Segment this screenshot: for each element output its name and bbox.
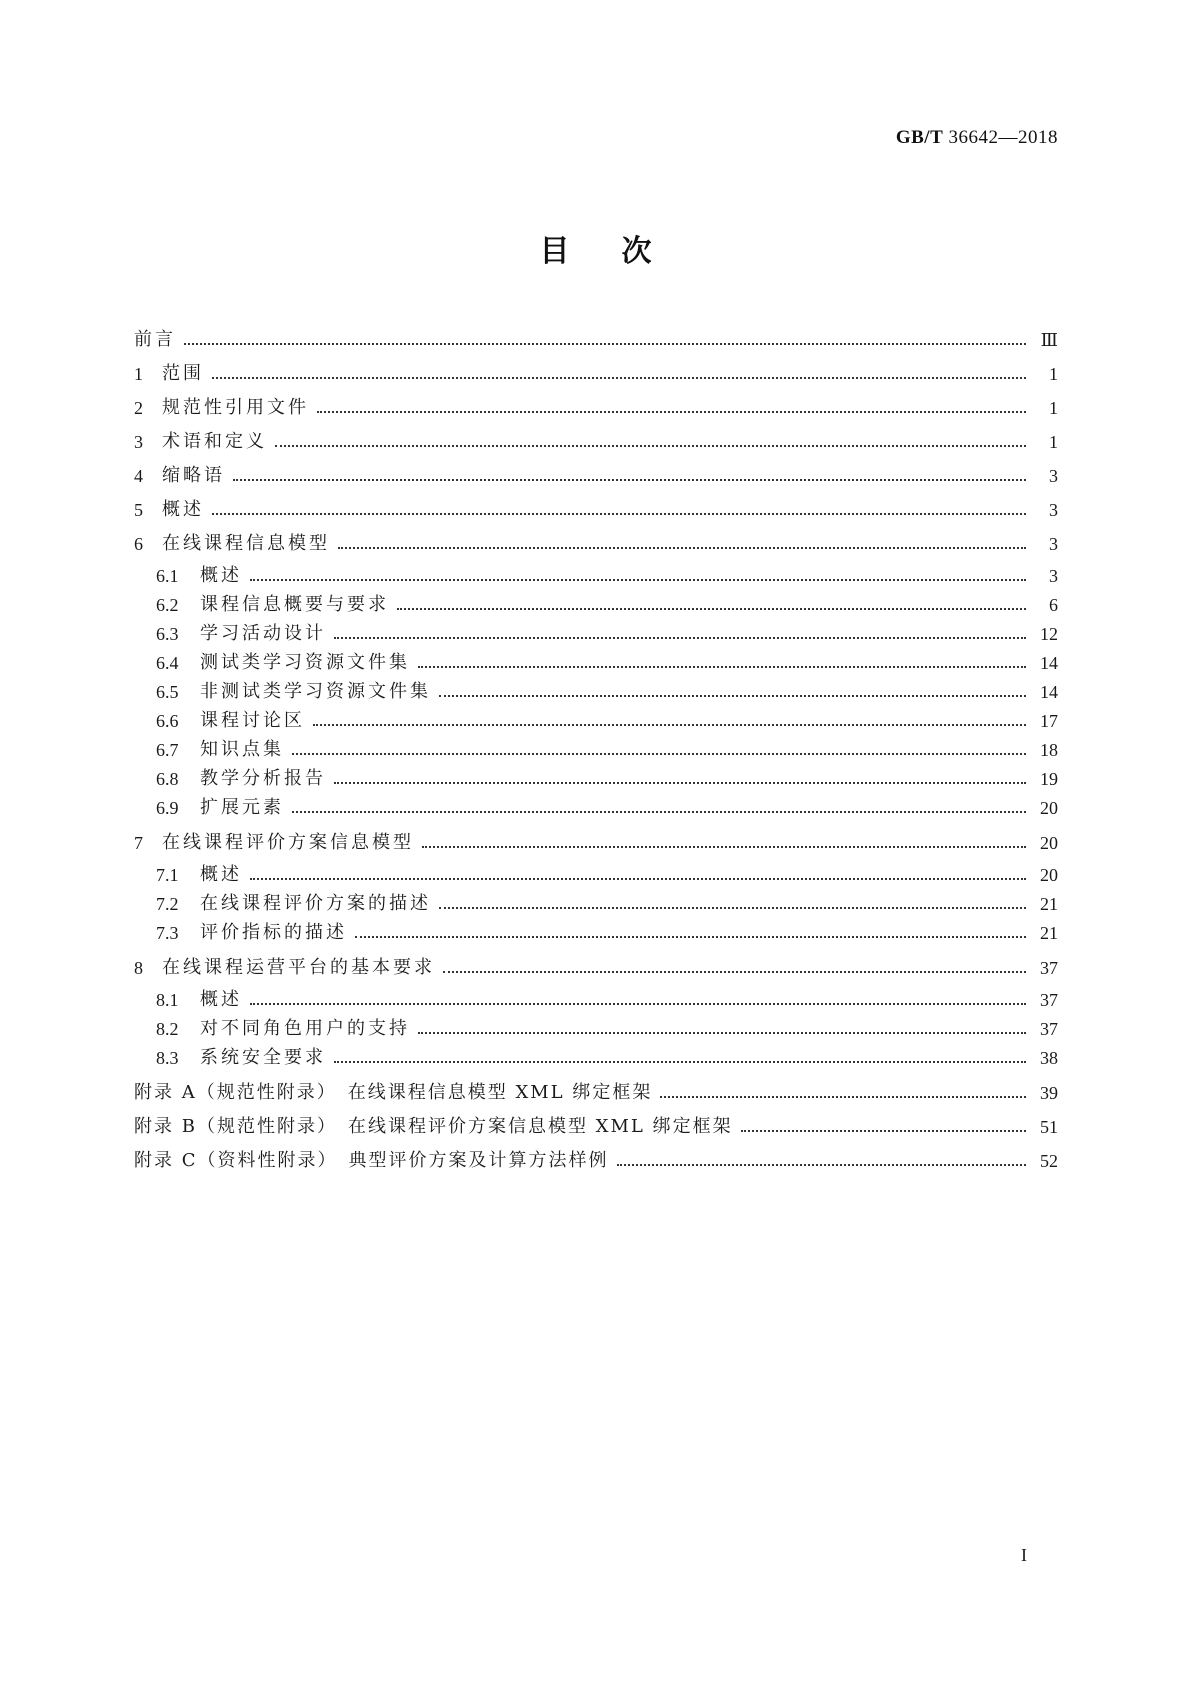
toc-entry-title: 测试类学习资源文件集 [200, 652, 410, 673]
toc-leader-dots [660, 1096, 1026, 1098]
toc-entry[interactable] [134, 394, 1058, 422]
toc-entry-number: 6.5 [156, 682, 179, 702]
toc-leader-dots [313, 724, 1026, 726]
toc-entry-page: 52 [1040, 1151, 1058, 1171]
toc-entry-number: 8.3 [156, 1048, 179, 1068]
toc-entry-title: 在线课程运营平台的基本要求 [162, 957, 435, 978]
standard-prefix: GB/T [895, 127, 944, 148]
toc-entry-title: 非测试类学习资源文件集 [200, 681, 431, 702]
toc-entry-page: 20 [1040, 798, 1058, 818]
toc-entry-title: 前言 [134, 329, 176, 350]
toc-entry[interactable] [134, 1079, 1058, 1107]
toc-entry-page: 38 [1040, 1048, 1058, 1068]
toc-entry-page: 18 [1040, 740, 1058, 760]
toc-entry[interactable] [134, 649, 1058, 677]
toc-leader-dots [250, 1003, 1026, 1005]
toc-entry-number: 3 [134, 432, 143, 452]
toc-entry-number: 6.8 [156, 769, 179, 789]
page-number: I [1021, 1545, 1027, 1565]
toc-entry-page: 6 [1049, 595, 1058, 615]
toc-leader-dots [355, 936, 1026, 938]
toc-entry-title: 知识点集 [200, 739, 284, 760]
toc-entry-page: 14 [1040, 653, 1058, 673]
toc-leader-dots [418, 1032, 1026, 1034]
toc-leader-dots [275, 445, 1026, 447]
toc-entry[interactable] [134, 326, 1058, 354]
toc-entry[interactable] [134, 954, 1058, 982]
toc-entry[interactable] [134, 530, 1058, 558]
toc-entry-page: 19 [1040, 769, 1058, 789]
toc-leader-dots [439, 695, 1026, 697]
toc-entry-title: 规范性引用文件 [162, 397, 309, 418]
toc-entry[interactable] [134, 462, 1058, 490]
toc-entry-number: 6.9 [156, 798, 179, 818]
toc-entry-page: 37 [1040, 958, 1058, 978]
toc-entry-page: 1 [1049, 432, 1058, 452]
toc-entry-title: 概述 [200, 989, 242, 1010]
toc-entry-page: 37 [1040, 1019, 1058, 1039]
toc-leader-dots [338, 547, 1026, 549]
toc-entry[interactable] [134, 829, 1058, 857]
toc-entry-number: 8.2 [156, 1019, 179, 1039]
standard-code [896, 127, 1058, 149]
toc-entry-number: 6.2 [156, 595, 179, 615]
toc-entry-title: 在线课程评价方案的描述 [200, 893, 431, 914]
toc-entry[interactable] [134, 794, 1058, 822]
toc-leader-dots [334, 637, 1026, 639]
toc-entry-page: 12 [1040, 624, 1058, 644]
toc-leader-dots [334, 1061, 1026, 1063]
toc-entry-number: 7.1 [156, 865, 179, 885]
toc-entry-page: 37 [1040, 990, 1058, 1010]
toc-entry-page: 21 [1040, 923, 1058, 943]
toc-leader-dots [334, 782, 1026, 784]
toc-entry-page: 3 [1049, 566, 1058, 586]
toc-entry-title: 附录 A（规范性附录） 在线课程信息模型 XML 绑定框架 [134, 1082, 653, 1103]
toc-leader-dots [212, 377, 1026, 379]
toc-entry[interactable] [134, 1044, 1058, 1072]
toc-entry-page: 14 [1040, 682, 1058, 702]
toc-entry-page: 1 [1049, 398, 1058, 418]
toc-entry-number: 7 [134, 833, 143, 853]
toc-entry-title: 课程信息概要与要求 [200, 594, 389, 615]
toc-entry-title: 在线课程信息模型 [162, 533, 330, 554]
toc-entry-number: 1 [134, 364, 143, 384]
toc-entry-number: 2 [134, 398, 143, 418]
toc-entry[interactable] [134, 919, 1058, 947]
toc-entry-title: 范围 [162, 363, 204, 384]
toc-entry-page: 21 [1040, 894, 1058, 914]
toc-entry-title: 概述 [200, 565, 242, 586]
toc-leader-dots [250, 878, 1026, 880]
toc-entry-title: 概述 [162, 499, 204, 520]
toc-entry[interactable] [134, 620, 1058, 648]
toc-entry-number: 6.6 [156, 711, 179, 731]
toc-leader-dots [292, 811, 1026, 813]
toc-entry[interactable] [134, 678, 1058, 706]
toc-entry-number: 8.1 [156, 990, 179, 1010]
toc-entry[interactable] [134, 707, 1058, 735]
toc-entry-title: 附录 C（资料性附录） 典型评价方案及计算方法样例 [134, 1150, 609, 1171]
toc-entry[interactable] [134, 890, 1058, 918]
toc-entry[interactable] [134, 591, 1058, 619]
toc-entry[interactable] [134, 736, 1058, 764]
toc-entry-number: 6.3 [156, 624, 179, 644]
toc-leader-dots [250, 579, 1026, 581]
toc-leader-dots [617, 1164, 1027, 1166]
toc-entry[interactable] [134, 562, 1058, 590]
toc-entry[interactable] [134, 428, 1058, 456]
toc-entry-title: 评价指标的描述 [200, 922, 347, 943]
toc-entry-page: 3 [1049, 466, 1058, 486]
toc-entry-number: 7.3 [156, 923, 179, 943]
toc-entry-page: 17 [1040, 711, 1058, 731]
toc-leader-dots [443, 971, 1026, 973]
toc-entry-title: 缩略语 [162, 465, 225, 486]
toc-entry[interactable] [134, 1113, 1058, 1141]
toc-entry[interactable] [134, 496, 1058, 524]
toc-leader-dots [439, 907, 1026, 909]
toc-entry[interactable] [134, 765, 1058, 793]
toc-leader-dots [418, 666, 1026, 668]
toc-entry-number: 6.7 [156, 740, 179, 760]
toc-entry[interactable] [134, 861, 1058, 889]
toc-entry[interactable] [134, 360, 1058, 388]
toc-entry-number: 4 [134, 466, 143, 486]
toc-entry[interactable] [134, 1015, 1058, 1043]
toc-entry-title: 扩展元素 [200, 797, 284, 818]
toc-leader-dots [741, 1130, 1026, 1132]
toc-entry[interactable] [134, 986, 1058, 1014]
toc-leader-dots [233, 479, 1026, 481]
toc-entry-page: Ⅲ [1040, 330, 1058, 350]
toc-entry-number: 7.2 [156, 894, 179, 914]
toc-entry-title: 系统安全要求 [200, 1047, 326, 1068]
toc-entry-title: 课程讨论区 [200, 710, 305, 731]
toc-leader-dots [212, 513, 1026, 515]
toc-entry-page: 39 [1040, 1083, 1058, 1103]
toc-entry-page: 3 [1049, 500, 1058, 520]
toc-entry-title: 教学分析报告 [200, 768, 326, 789]
toc-entry-page: 3 [1049, 534, 1058, 554]
toc-entry[interactable] [134, 1147, 1058, 1175]
toc-leader-dots [397, 608, 1026, 610]
toc-entry-title: 在线课程评价方案信息模型 [162, 832, 414, 853]
page-title: 目次 [539, 234, 704, 269]
standard-number: 36642—2018 [948, 127, 1058, 148]
toc-entry-page: 20 [1040, 833, 1058, 853]
toc-leader-dots [317, 411, 1026, 413]
toc-entry-title: 附录 B（规范性附录） 在线课程评价方案信息模型 XML 绑定框架 [134, 1116, 733, 1137]
toc-entry-number: 8 [134, 958, 143, 978]
toc-leader-dots [422, 846, 1026, 848]
toc-entry-page: 51 [1040, 1117, 1058, 1137]
toc-entry-number: 6.4 [156, 653, 179, 673]
toc-entry-page: 1 [1049, 364, 1058, 384]
toc-leader-dots [292, 753, 1026, 755]
toc-entry-page: 20 [1040, 865, 1058, 885]
toc-entry-title: 对不同角色用户的支持 [200, 1018, 410, 1039]
toc-entry-title: 学习活动设计 [200, 623, 326, 644]
toc-entry-number: 6 [134, 534, 143, 554]
toc-entry-number: 6.1 [156, 566, 179, 586]
toc-entry-number: 5 [134, 500, 143, 520]
toc-leader-dots [184, 343, 1026, 345]
toc-entry-title: 术语和定义 [162, 431, 267, 452]
toc-entry-title: 概述 [200, 864, 242, 885]
